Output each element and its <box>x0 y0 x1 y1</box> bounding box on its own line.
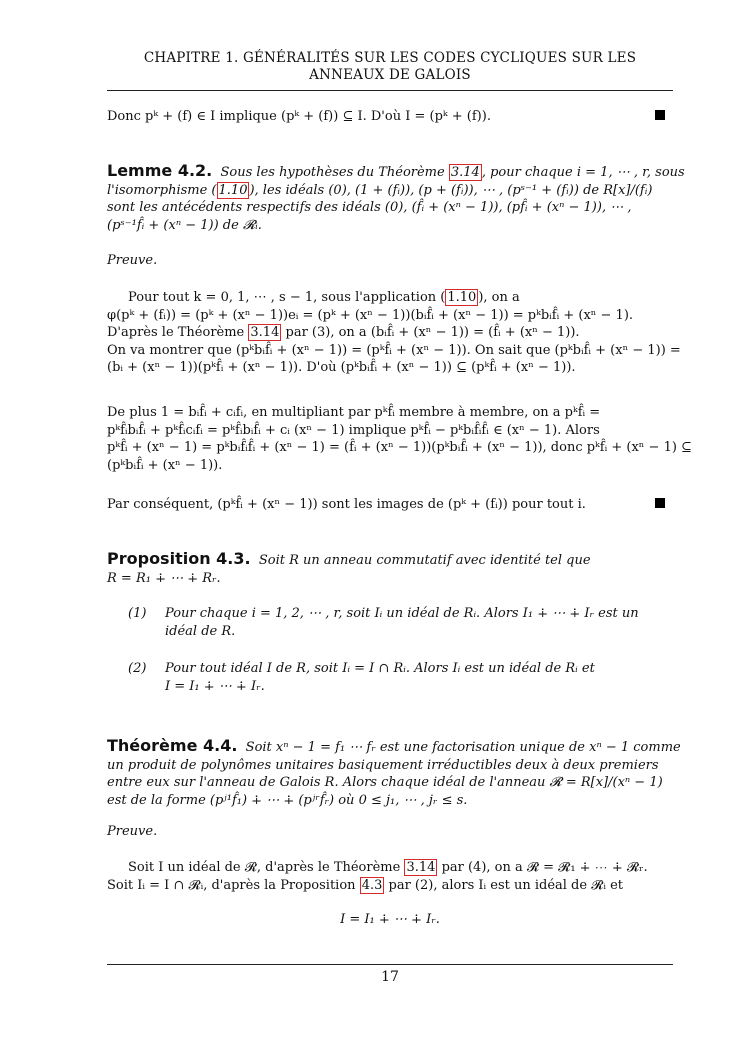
ref-link-3-14-proof-2[interactable]: 3.14 <box>406 860 436 875</box>
ref-link-3-14-proof[interactable]: 3.14 <box>250 325 280 340</box>
ref-link-3-14[interactable]: 3.14 <box>450 165 480 180</box>
proof-label-1: Preuve. <box>107 253 158 268</box>
proof-2-line-2a: Soit Iᵢ = I ∩ 𝓡ᵢ, d'après la Proposition <box>107 877 356 893</box>
proof-2-body <box>107 859 673 894</box>
proof-1-line-9: (pᵏbᵢf̂ᵢ + (xⁿ − 1)). <box>107 457 223 473</box>
header-line-2: ANNEAUX DE GALOIS <box>309 67 471 83</box>
proof-1-line-7: pᵏf̂ᵢbᵢf̂ᵢ + pᵏf̂ᵢcᵢfᵢ = pᵏf̂ᵢbᵢf̂ᵢ + cᵢ (xⁿ − 1) implique pᵏf̂ᵢ − pᵏbᵢf̂ᵢf̂ᵢ ∈ (xⁿ − 1). Alors <box>107 422 600 438</box>
proof-1-line-1a: Pour tout k = 0, 1, ⋯ , s − 1, sous l'application ( <box>128 290 446 305</box>
header-rule <box>107 90 673 91</box>
ref-link-4-3[interactable]: 4.3 <box>361 877 383 893</box>
item-number: (2) <box>128 661 147 676</box>
footer-rule <box>107 964 673 965</box>
lemma-label: Lemme 4.2. <box>107 161 213 180</box>
proposition-item-1 <box>128 605 673 640</box>
proof-1-line-3a: D'après le Théorème <box>107 325 245 340</box>
proof-1-line-2: φ(pᵏ + (fᵢ)) = (pᵏ + (xⁿ − 1))eᵢ = (pᵏ + (xⁿ − 1))(bᵢf̂ᵢ + (xⁿ − 1)) = pᵏbᵢf̂ᵢ + (xⁿ − 1). <box>107 307 634 323</box>
proof-1-line-6: De plus 1 = bᵢf̂ᵢ + cᵢfᵢ, en multipliant par pᵏf̂ᵢ membre à membre, on a pᵏf̂ᵢ = <box>107 405 601 420</box>
ref-link-1-10[interactable]: 1.10 <box>218 182 248 198</box>
proof-1-conclusion <box>107 496 673 514</box>
proposition-4-3 <box>107 550 673 587</box>
header-line-1: CHAPITRE 1. GÉNÉRALITÉS SUR LES CODES CYCLIQUES SUR LES <box>143 50 637 66</box>
lemma-text-1a: Sous les hypothèses du Théorème <box>220 165 445 180</box>
theorem-text-2: un produit de polynômes unitaires basiquement irréductibles deux à deux premiers <box>107 757 659 773</box>
theorem-text-4: est de la forme (pʲ¹f̂₁) ∔ ⋯ ∔ (pʲʳf̂ᵣ) où 0 ≤ j₁, ⋯ , jᵣ ≤ s. <box>107 792 468 808</box>
proposition-label: Proposition 4.3. <box>107 549 251 568</box>
lemma-text-3: sont les antécédents respectifs des idéals (0), (f̂ᵢ + (xⁿ − 1)), (pf̂ᵢ + (xⁿ − 1)), ⋯ , <box>107 200 632 215</box>
theorem-label: Théorème 4.4. <box>107 736 238 755</box>
running-header <box>107 50 673 84</box>
proof-label-2: Preuve. <box>107 824 158 839</box>
theorem-text-3: entre eux sur l'anneau de Galois R. Alors chaque idéal de l'anneau 𝓡 = R[x]/(xⁿ − 1) <box>107 775 663 790</box>
lemma-text-1b: , pour chaque i = 1, ⋯ , r, sous <box>481 165 685 180</box>
proof-1-body <box>107 289 681 377</box>
intro-text: Donc pᵏ + (f) ∈ I implique (pᵏ + (f)) ⊆ I. D'où I = (pᵏ + (f)). <box>107 109 491 124</box>
proof-1-line-4: On va montrer que (pᵏbᵢf̂ᵢ + (xⁿ − 1)) = (pᵏf̂ᵢ + (xⁿ − 1)). On sait que (pᵏbᵢf̂ᵢ + (xⁿ − 1)) = <box>107 342 681 358</box>
theorem-4-4 <box>107 736 681 809</box>
display-equation: I = I₁ ∔ ⋯ ∔ Iᵣ. <box>340 912 440 927</box>
lemma-text-2b: ), les idéals (0), (1 + (fᵢ)), (p + (fᵢ)), ⋯ , (pˢ⁻¹ + (fᵢ)) de R[x]/(fᵢ) <box>249 182 653 198</box>
proof-2-line-1a: Soit I un idéal de 𝓡, d'après le Théorème <box>128 860 401 875</box>
ref-link-1-10-proof[interactable]: 1.10 <box>447 290 477 305</box>
lemma-text-2a: l'isomorphisme ( <box>107 182 217 198</box>
proof-1-body-2 <box>107 404 692 474</box>
proposition-item-2 <box>128 660 673 695</box>
item-text-1: Pour tout idéal I de R, soit Iᵢ = I ∩ Rᵢ. Alors Iᵢ est un idéal de Rᵢ et <box>165 661 595 676</box>
intro-paragraph <box>107 108 673 126</box>
proof-1-line-10: Par conséquent, (pᵏf̂ᵢ + (xⁿ − 1)) sont les images de (pᵏ + (fᵢ)) pour tout i. <box>107 497 586 512</box>
proof-2-line-2b: par (2), alors Iᵢ est un idéal de 𝓡ᵢ et <box>388 877 624 893</box>
proof-2-line-1b: par (4), on a 𝓡 = 𝓡₁ ∔ ⋯ ∔ 𝓡ᵣ. <box>441 860 648 875</box>
lemma-text-4: (pˢ⁻¹f̂ᵢ + (xⁿ − 1)) de 𝓡ᵢ. <box>107 217 262 233</box>
theorem-text-1: Soit xⁿ − 1 = f₁ ⋯ fᵣ est une factorisation unique de xⁿ − 1 comme <box>245 740 681 755</box>
proposition-text-2: R = R₁ ∔ ⋯ ∔ Rᵣ. <box>107 570 221 586</box>
proposition-text-1: Soit R un anneau commutatif avec identité tel que <box>258 553 591 568</box>
item-number: (1) <box>128 606 147 621</box>
lemma-4-2 <box>107 161 685 234</box>
item-text-2: idéal de R. <box>165 623 236 639</box>
qed-square-icon <box>655 110 665 120</box>
proof-1-line-3b: par (3), on a (bᵢf̂ᵢ + (xⁿ − 1)) = (f̂ᵢ + (xⁿ − 1)). <box>285 325 580 340</box>
proof-1-line-8: pᵏf̂ᵢ + (xⁿ − 1) = pᵏbᵢf̂ᵢf̂ᵢ + (xⁿ − 1) = (f̂ᵢ + (xⁿ − 1))(pᵏbᵢf̂ᵢ + (xⁿ − 1)), donc pᵏf̂ᵢ + (xⁿ − 1) ⊆ <box>107 440 692 455</box>
item-text-1: Pour chaque i = 1, 2, ⋯ , r, soit Iᵢ un idéal de Rᵢ. Alors I₁ ∔ ⋯ ∔ Iᵣ est un <box>165 606 639 621</box>
proof-1-line-1b: ), on a <box>478 290 520 305</box>
qed-square-icon <box>655 498 665 508</box>
item-text-2: I = I₁ ∔ ⋯ ∔ Iᵣ. <box>165 678 265 694</box>
proof-1-line-5: (bᵢ + (xⁿ − 1))(pᵏf̂ᵢ + (xⁿ − 1)). D'où (pᵏbᵢf̂ᵢ + (xⁿ − 1)) ⊆ (pᵏf̂ᵢ + (xⁿ − 1)). <box>107 360 576 375</box>
page-number: 17 <box>381 969 399 985</box>
